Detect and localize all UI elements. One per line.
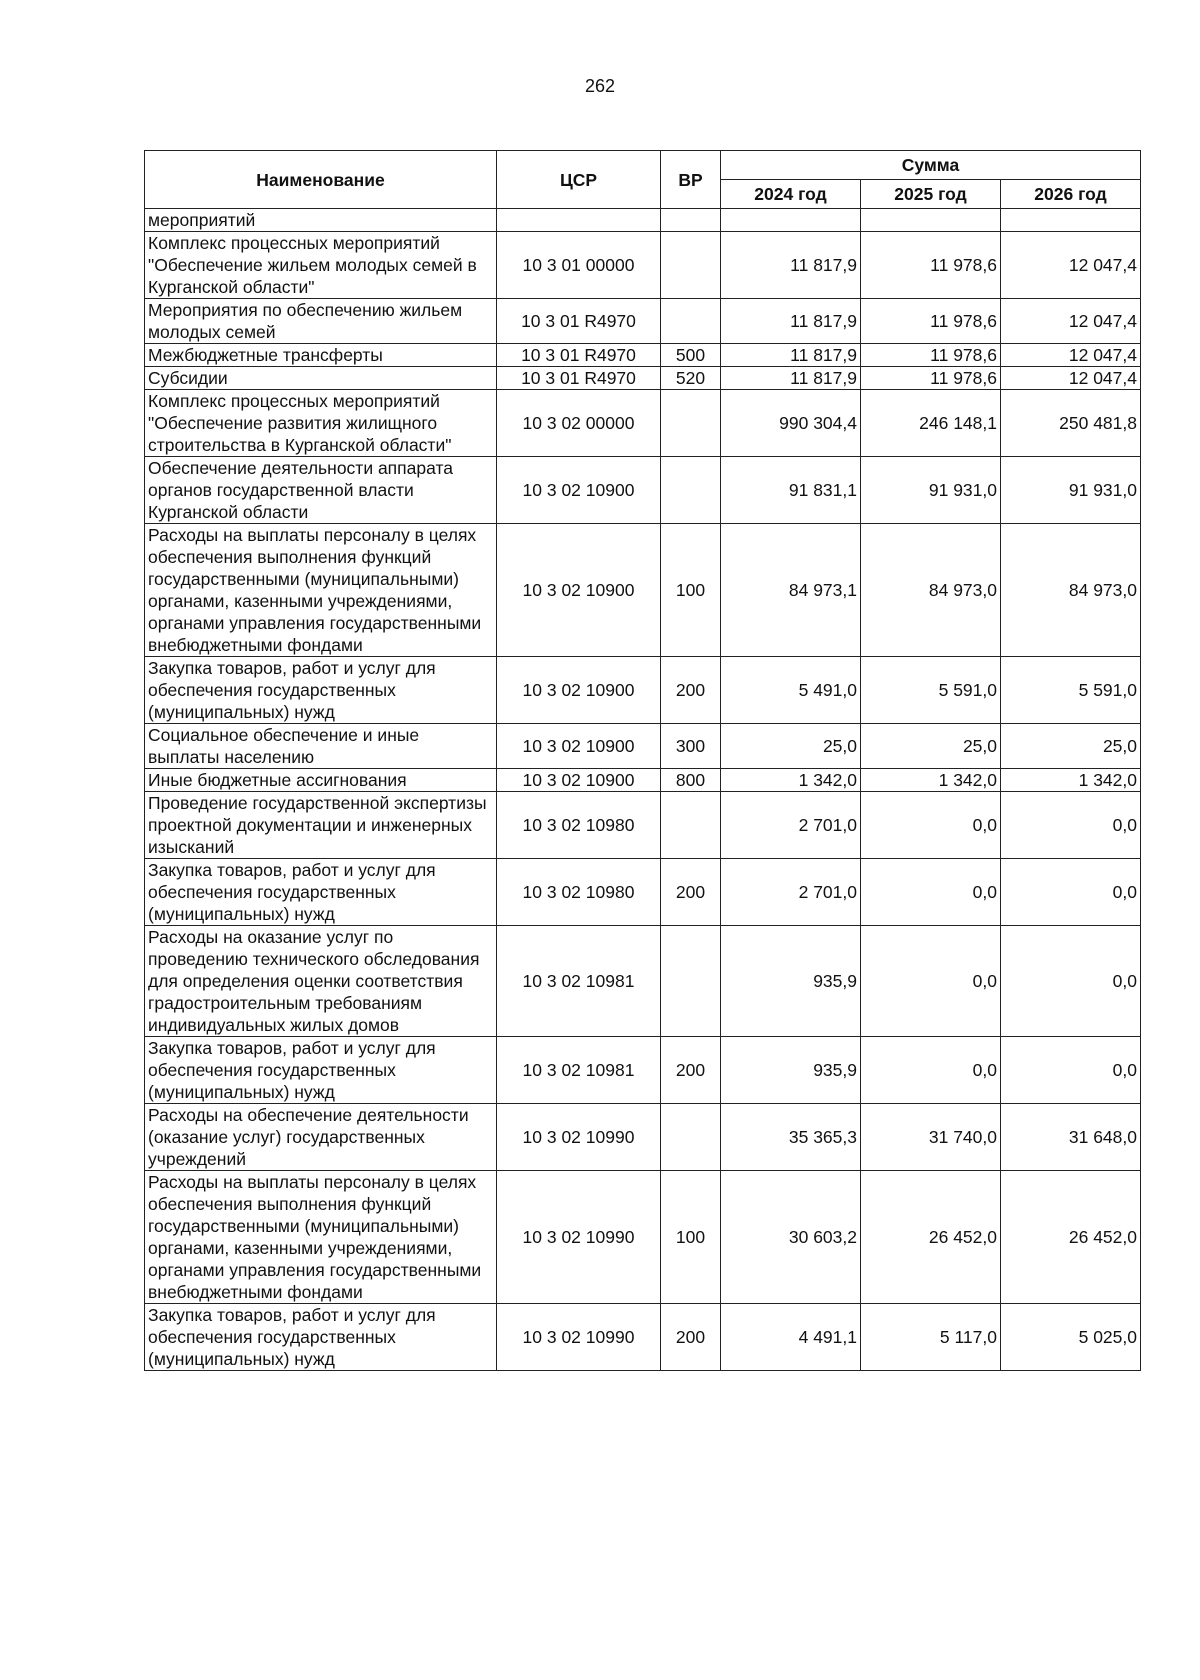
cell-2026: 1 342,0 <box>1001 769 1141 792</box>
cell-csr: 10 3 02 10990 <box>497 1104 661 1171</box>
cell-csr: 10 3 02 00000 <box>497 390 661 457</box>
cell-2025: 1 342,0 <box>861 769 1001 792</box>
cell-name: Расходы на оказание услуг по проведению технического обследования для определения оценки соответствия градостроительным требованиям индивидуальных жилых домов <box>145 926 497 1037</box>
header-name: Наименование <box>145 151 497 209</box>
table-row <box>145 299 1141 344</box>
table-row <box>145 792 1141 859</box>
table-row <box>145 724 1141 769</box>
cell-name: Мероприятия по обеспечению жильем молодых семей <box>145 299 497 344</box>
table-row <box>145 926 1141 1037</box>
table-row <box>145 524 1141 657</box>
cell-vr: 100 <box>661 524 721 657</box>
cell-2026: 5 591,0 <box>1001 657 1141 724</box>
cell-csr: 10 3 01 R4970 <box>497 344 661 367</box>
cell-csr: 10 3 02 10980 <box>497 792 661 859</box>
table-row <box>145 859 1141 926</box>
cell-2024: 25,0 <box>721 724 861 769</box>
cell-2025: 25,0 <box>861 724 1001 769</box>
cell-2026: 84 973,0 <box>1001 524 1141 657</box>
table-row <box>145 769 1141 792</box>
cell-vr <box>661 926 721 1037</box>
cell-2024: 4 491,1 <box>721 1304 861 1371</box>
cell-csr: 10 3 02 10981 <box>497 926 661 1037</box>
cell-2024: 11 817,9 <box>721 344 861 367</box>
cell-2025: 26 452,0 <box>861 1171 1001 1304</box>
cell-2026: 12 047,4 <box>1001 344 1141 367</box>
cell-2026: 25,0 <box>1001 724 1141 769</box>
cell-csr: 10 3 02 10990 <box>497 1304 661 1371</box>
table-row <box>145 209 1141 232</box>
cell-name: Межбюджетные трансферты <box>145 344 497 367</box>
cell-2025: 5 117,0 <box>861 1304 1001 1371</box>
cell-2024: 84 973,1 <box>721 524 861 657</box>
cell-vr: 300 <box>661 724 721 769</box>
cell-csr: 10 3 02 10900 <box>497 769 661 792</box>
cell-vr <box>661 209 721 232</box>
cell-2025: 84 973,0 <box>861 524 1001 657</box>
cell-2024: 5 491,0 <box>721 657 861 724</box>
cell-2024 <box>721 209 861 232</box>
cell-2025: 31 740,0 <box>861 1104 1001 1171</box>
cell-2026: 26 452,0 <box>1001 1171 1141 1304</box>
cell-2026 <box>1001 209 1141 232</box>
cell-2026: 250 481,8 <box>1001 390 1141 457</box>
cell-csr: 10 3 01 R4970 <box>497 367 661 390</box>
table-body <box>145 209 1141 1371</box>
cell-2025: 11 978,6 <box>861 344 1001 367</box>
cell-2026: 0,0 <box>1001 926 1141 1037</box>
cell-2025: 0,0 <box>861 792 1001 859</box>
cell-2025: 11 978,6 <box>861 299 1001 344</box>
cell-vr <box>661 232 721 299</box>
cell-2026: 0,0 <box>1001 792 1141 859</box>
cell-name: Закупка товаров, работ и услуг для обеспечения государственных (муниципальных) нужд <box>145 657 497 724</box>
cell-2024: 990 304,4 <box>721 390 861 457</box>
cell-2024: 935,9 <box>721 926 861 1037</box>
cell-2026: 12 047,4 <box>1001 367 1141 390</box>
cell-name: Субсидии <box>145 367 497 390</box>
cell-2024: 1 342,0 <box>721 769 861 792</box>
cell-2024: 2 701,0 <box>721 792 861 859</box>
cell-vr: 200 <box>661 859 721 926</box>
cell-2026: 12 047,4 <box>1001 232 1141 299</box>
table-row <box>145 657 1141 724</box>
cell-vr: 200 <box>661 1304 721 1371</box>
cell-name: Расходы на выплаты персоналу в целях обеспечения выполнения функций государственными (муниципальными) органами, казенными учреждениями, органами управления государственными внебюджетными фондами <box>145 1171 497 1304</box>
header-sum: Сумма <box>721 151 1141 180</box>
cell-2026: 12 047,4 <box>1001 299 1141 344</box>
cell-2025: 0,0 <box>861 859 1001 926</box>
cell-name: Закупка товаров, работ и услуг для обеспечения государственных (муниципальных) нужд <box>145 1037 497 1104</box>
cell-2024: 11 817,9 <box>721 232 861 299</box>
cell-2024: 35 365,3 <box>721 1104 861 1171</box>
cell-2025: 0,0 <box>861 1037 1001 1104</box>
table-row <box>145 1104 1141 1171</box>
cell-vr: 100 <box>661 1171 721 1304</box>
cell-2025: 0,0 <box>861 926 1001 1037</box>
cell-csr: 10 3 02 10900 <box>497 724 661 769</box>
cell-vr <box>661 792 721 859</box>
cell-vr: 800 <box>661 769 721 792</box>
header-vr: ВР <box>661 151 721 209</box>
cell-csr: 10 3 02 10900 <box>497 524 661 657</box>
cell-2024: 11 817,9 <box>721 367 861 390</box>
cell-2025: 11 978,6 <box>861 367 1001 390</box>
cell-csr: 10 3 02 10900 <box>497 457 661 524</box>
cell-vr <box>661 1104 721 1171</box>
budget-table <box>144 150 1141 1371</box>
cell-name: Расходы на выплаты персоналу в целях обеспечения выполнения функций государственными (муниципальными) органами, казенными учреждениями, органами управления государственными внебюджетными фондами <box>145 524 497 657</box>
cell-2026: 5 025,0 <box>1001 1304 1141 1371</box>
cell-2025: 11 978,6 <box>861 232 1001 299</box>
cell-csr: 10 3 02 10980 <box>497 859 661 926</box>
table-header <box>145 151 1141 209</box>
cell-csr: 10 3 02 10900 <box>497 657 661 724</box>
cell-csr <box>497 209 661 232</box>
cell-name: Закупка товаров, работ и услуг для обеспечения государственных (муниципальных) нужд <box>145 859 497 926</box>
cell-name: Социальное обеспечение и иные выплаты населению <box>145 724 497 769</box>
table-row <box>145 1171 1141 1304</box>
cell-csr: 10 3 01 00000 <box>497 232 661 299</box>
table-row <box>145 390 1141 457</box>
header-year-2025: 2025 год <box>861 180 1001 209</box>
cell-name: Комплекс процессных мероприятий "Обеспечение развития жилищного строительства в Курганской области" <box>145 390 497 457</box>
cell-vr: 200 <box>661 657 721 724</box>
table-row <box>145 344 1141 367</box>
cell-2025: 246 148,1 <box>861 390 1001 457</box>
table-row <box>145 1304 1141 1371</box>
cell-name: Закупка товаров, работ и услуг для обеспечения государственных (муниципальных) нужд <box>145 1304 497 1371</box>
cell-2024: 11 817,9 <box>721 299 861 344</box>
cell-2026: 0,0 <box>1001 1037 1141 1104</box>
cell-name: Расходы на обеспечение деятельности (оказание услуг) государственных учреждений <box>145 1104 497 1171</box>
cell-2026: 31 648,0 <box>1001 1104 1141 1171</box>
cell-name: Проведение государственной экспертизы проектной документации и инженерных изысканий <box>145 792 497 859</box>
cell-2024: 2 701,0 <box>721 859 861 926</box>
cell-name: мероприятий <box>145 209 497 232</box>
cell-vr <box>661 457 721 524</box>
cell-2024: 30 603,2 <box>721 1171 861 1304</box>
cell-vr: 520 <box>661 367 721 390</box>
table-row <box>145 232 1141 299</box>
cell-csr: 10 3 02 10990 <box>497 1171 661 1304</box>
cell-2026: 0,0 <box>1001 859 1141 926</box>
cell-name: Иные бюджетные ассигнования <box>145 769 497 792</box>
table-row <box>145 367 1141 390</box>
cell-2024: 91 831,1 <box>721 457 861 524</box>
header-csr: ЦСР <box>497 151 661 209</box>
cell-2025: 5 591,0 <box>861 657 1001 724</box>
cell-csr: 10 3 02 10981 <box>497 1037 661 1104</box>
cell-vr <box>661 299 721 344</box>
header-year-2026: 2026 год <box>1001 180 1141 209</box>
cell-vr: 500 <box>661 344 721 367</box>
cell-name: Обеспечение деятельности аппарата органов государственной власти Курганской области <box>145 457 497 524</box>
cell-vr: 200 <box>661 1037 721 1104</box>
cell-name: Комплекс процессных мероприятий "Обеспечение жильем молодых семей в Курганской области" <box>145 232 497 299</box>
cell-csr: 10 3 01 R4970 <box>497 299 661 344</box>
page-number: 262 <box>584 76 616 96</box>
cell-2025 <box>861 209 1001 232</box>
cell-vr <box>661 390 721 457</box>
cell-2025: 91 931,0 <box>861 457 1001 524</box>
header-year-2024: 2024 год <box>721 180 861 209</box>
table-row <box>145 1037 1141 1104</box>
table-row <box>145 457 1141 524</box>
cell-2024: 935,9 <box>721 1037 861 1104</box>
cell-2026: 91 931,0 <box>1001 457 1141 524</box>
